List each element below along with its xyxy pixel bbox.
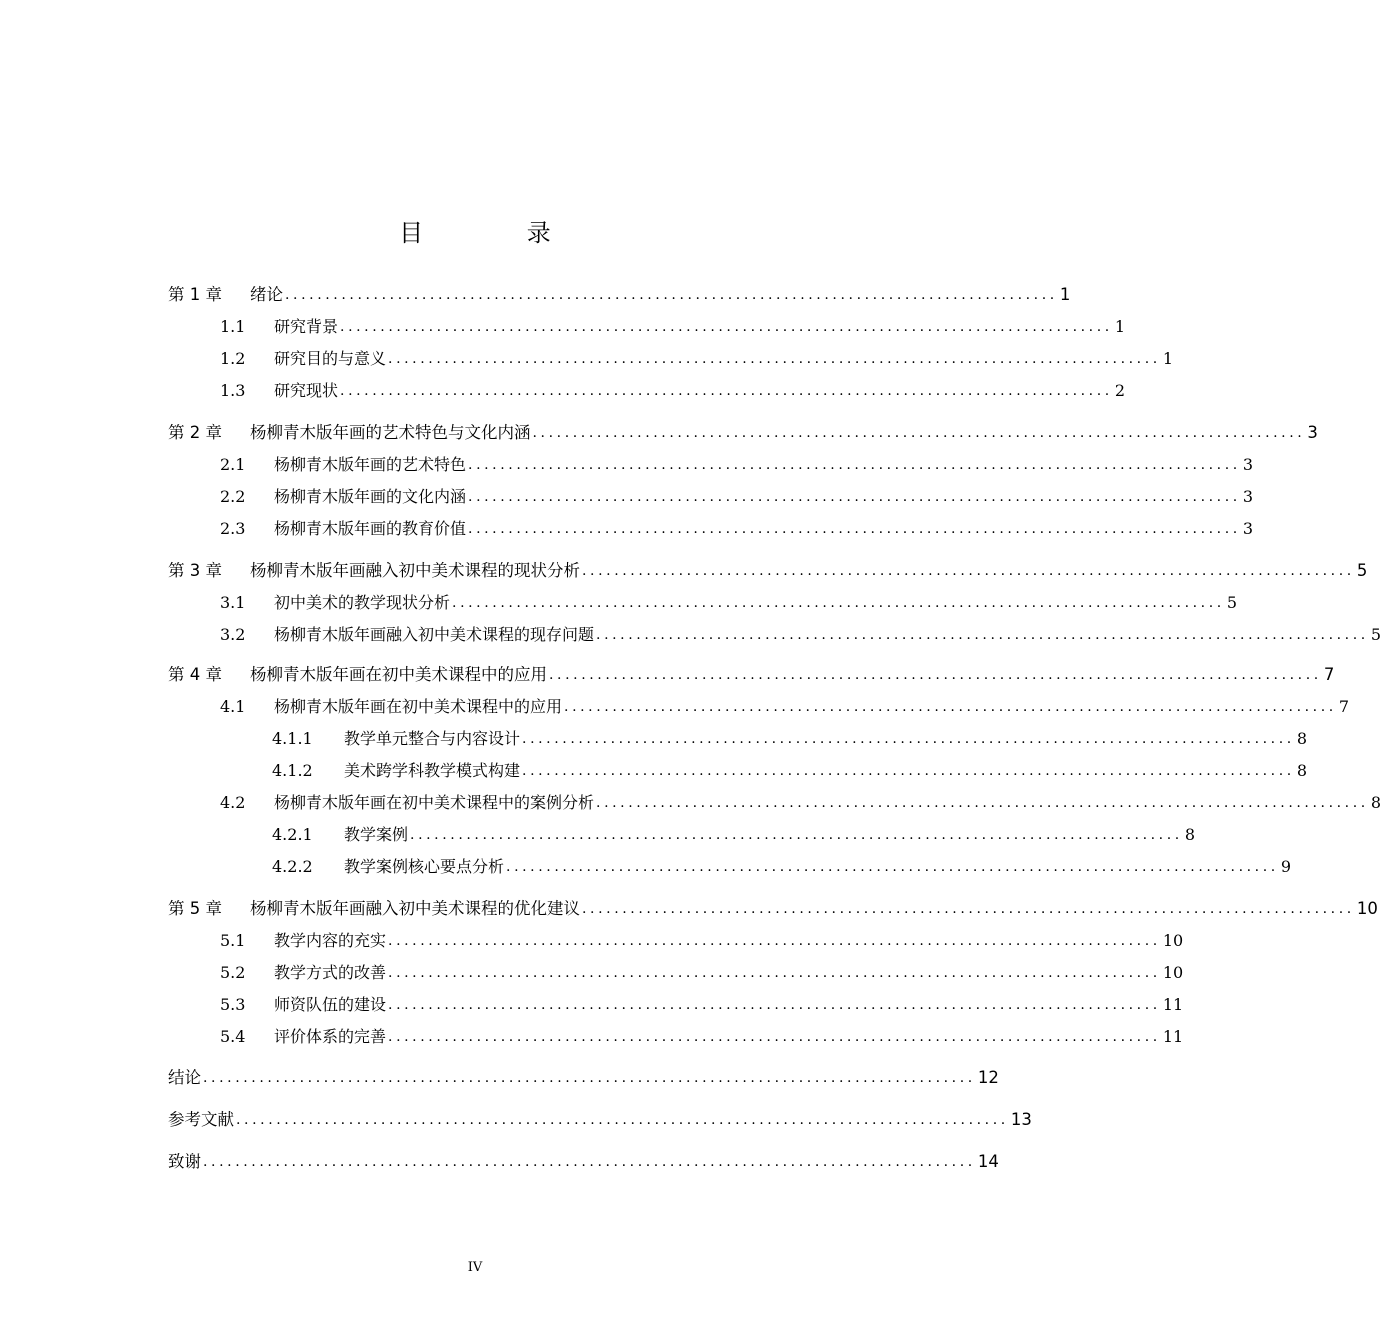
leader-dots: ................................................................................................: [236, 1112, 1009, 1128]
toc-entry-4-2-2[interactable]: [168, 854, 1292, 878]
leader-dots: ................................................................................................: [340, 383, 1113, 399]
toc-entry-chapter-2[interactable]: [168, 420, 1318, 444]
entry-label: 初中美术的教学现状分析: [274, 593, 451, 612]
entry-page-number: 11: [1162, 1027, 1184, 1046]
leader-dots: ................................................................................................: [564, 699, 1337, 715]
entry-page-number: 3: [1242, 455, 1254, 474]
toc-entry-chapter-5[interactable]: [168, 896, 1378, 920]
toc-entry-chapter-4[interactable]: [168, 662, 1335, 686]
entry-page-number: 7: [1323, 665, 1335, 684]
entry-label: 参考文献: [168, 1110, 234, 1129]
entry-page-number: 8: [1296, 729, 1308, 748]
entry-page-number: 13: [1010, 1110, 1032, 1129]
entry-page-number: 1: [1162, 349, 1174, 368]
leader-dots: ................................................................................................: [388, 965, 1161, 981]
entry-number: 第 5 章: [168, 899, 222, 918]
toc-entry-4-2-1[interactable]: [168, 822, 1196, 846]
entry-number: 2.3: [220, 519, 246, 538]
entry-number: 4.2: [220, 793, 246, 812]
entry-page-number: 5: [1370, 625, 1381, 644]
leader-dots: ................................................................................................: [532, 425, 1306, 441]
entry-number: 4.1.1: [272, 729, 313, 748]
leader-dots: ................................................................................................: [388, 1029, 1161, 1045]
entry-page-number: 5: [1356, 561, 1368, 580]
toc-entry-references[interactable]: [168, 1107, 1032, 1131]
entry-label: 杨柳青木版年画融入初中美术课程的优化建议: [250, 899, 580, 918]
toc-entry-1-3[interactable]: [168, 378, 1126, 402]
entry-label: 教学案例: [344, 825, 409, 844]
entry-label: 教学单元整合与内容设计: [344, 729, 521, 748]
toc-entry-4-1[interactable]: [168, 694, 1350, 718]
toc-entry-5-1[interactable]: [168, 928, 1184, 952]
leader-dots: ................................................................................................: [285, 287, 1058, 303]
leader-dots: ................................................................................................: [522, 763, 1295, 779]
entry-label: 研究现状: [274, 381, 339, 400]
entry-label: 杨柳青木版年画的文化内涵: [274, 487, 467, 506]
entry-page-number: 2: [1114, 381, 1126, 400]
leader-dots: ................................................................................................: [340, 319, 1113, 335]
toc-title: 目 录: [399, 219, 599, 247]
entry-label: 绪论: [250, 285, 283, 304]
leader-dots: ................................................................................................: [203, 1070, 976, 1086]
leader-dots: ................................................................................................: [203, 1154, 976, 1170]
entry-label: 杨柳青木版年画的艺术特色与文化内涵: [250, 423, 531, 442]
entry-label: 美术跨学科教学模式构建: [344, 761, 521, 780]
entry-label: 杨柳青木版年画在初中美术课程中的应用: [250, 665, 547, 684]
leader-dots: ................................................................................................: [506, 859, 1279, 875]
entry-label: 结论: [168, 1068, 201, 1087]
entry-page-number: 8: [1184, 825, 1196, 844]
entry-number: 1.2: [220, 349, 246, 368]
entry-number: 4.1: [220, 697, 246, 716]
entry-page-number: 1: [1059, 285, 1071, 304]
entry-page-number: 8: [1370, 793, 1381, 812]
entry-page-number: 10: [1356, 899, 1378, 918]
entry-number: 2.2: [220, 487, 246, 506]
entry-number: 第 4 章: [168, 665, 222, 684]
toc-entry-1-2[interactable]: [168, 346, 1174, 370]
entry-label: 杨柳青木版年画在初中美术课程中的应用: [274, 697, 563, 716]
leader-dots: ................................................................................................: [522, 731, 1295, 747]
entry-number: 第 1 章: [168, 285, 222, 304]
entry-page-number: 9: [1280, 857, 1292, 876]
leader-dots: ................................................................................................: [468, 489, 1241, 505]
entry-number: 1.1: [220, 317, 246, 336]
entry-label: 杨柳青木版年画的教育价值: [274, 519, 467, 538]
entry-label: 杨柳青木版年画融入初中美术课程的现存问题: [274, 625, 595, 644]
entry-label: 杨柳青木版年画在初中美术课程中的案例分析: [274, 793, 595, 812]
toc-entry-4-1-1[interactable]: [168, 726, 1308, 750]
entry-label: 师资队伍的建设: [274, 995, 387, 1014]
entry-page-number: 3: [1307, 423, 1318, 442]
entry-page-number: 5: [1226, 593, 1238, 612]
toc-entry-chapter-1[interactable]: [168, 282, 1071, 306]
entry-number: 5.3: [220, 995, 246, 1014]
entry-page-number: 8: [1296, 761, 1308, 780]
leader-dots: ................................................................................................: [468, 521, 1241, 537]
entry-number: 2.1: [220, 455, 246, 474]
leader-dots: ................................................................................................: [549, 667, 1322, 683]
entry-page-number: 3: [1242, 487, 1254, 506]
entry-page-number: 3: [1242, 519, 1254, 538]
toc-entry-acknowledgements[interactable]: [168, 1149, 999, 1173]
leader-dots: ................................................................................................: [596, 795, 1369, 811]
entry-page-number: 14: [977, 1152, 999, 1171]
entry-page-number: 11: [1162, 995, 1184, 1014]
toc-entry-3-1[interactable]: [168, 590, 1238, 614]
leader-dots: ................................................................................................: [582, 563, 1355, 579]
entry-page-number: 12: [977, 1068, 999, 1087]
entry-page-number: 7: [1338, 697, 1350, 716]
entry-number: 3.1: [220, 593, 246, 612]
entry-label: 研究目的与意义: [274, 349, 387, 368]
entry-page-number: 10: [1162, 931, 1184, 950]
leader-dots: ................................................................................................: [596, 627, 1369, 643]
entry-number: 5.1: [220, 931, 246, 950]
entry-number: 4.2.2: [272, 857, 313, 876]
leader-dots: ................................................................................................: [388, 997, 1161, 1013]
entry-number: 4.1.2: [272, 761, 313, 780]
leader-dots: ................................................................................................: [388, 933, 1161, 949]
entry-page-number: 10: [1162, 963, 1184, 982]
entry-label: 杨柳青木版年画融入初中美术课程的现状分析: [250, 561, 580, 580]
toc-entry-5-3[interactable]: [168, 992, 1184, 1016]
entry-number: 5.4: [220, 1027, 246, 1046]
entry-label: 研究背景: [274, 317, 339, 336]
toc-entry-conclusion[interactable]: [168, 1065, 999, 1089]
toc-entry-5-4[interactable]: [168, 1024, 1184, 1048]
entry-number: 1.3: [220, 381, 246, 400]
toc-entry-chapter-3[interactable]: [168, 558, 1368, 582]
toc-entry-2-1[interactable]: [168, 452, 1254, 476]
toc-entry-5-2[interactable]: [168, 960, 1184, 984]
toc-entry-4-1-2[interactable]: [168, 758, 1308, 782]
entry-label: 评价体系的完善: [274, 1027, 387, 1046]
page-footer-number: IV: [467, 1260, 483, 1275]
toc-entry-1-1[interactable]: [168, 314, 1126, 338]
leader-dots: ................................................................................................: [582, 901, 1355, 917]
entry-number: 第 3 章: [168, 561, 222, 580]
leader-dots: ................................................................................................: [388, 351, 1161, 367]
toc-entry-3-2[interactable]: [168, 622, 1381, 646]
leader-dots: ................................................................................................: [468, 457, 1241, 473]
entry-label: 杨柳青木版年画的艺术特色: [274, 455, 467, 474]
leader-dots: ................................................................................................: [410, 827, 1183, 843]
entry-number: 4.2.1: [272, 825, 313, 844]
entry-number: 5.2: [220, 963, 246, 982]
entry-label: 教学内容的充实: [274, 931, 387, 950]
leader-dots: ................................................................................................: [452, 595, 1225, 611]
entry-number: 第 2 章: [168, 423, 222, 442]
entry-label: 教学案例核心要点分析: [344, 857, 505, 876]
toc-entry-2-3[interactable]: [168, 516, 1254, 540]
toc-entry-4-2[interactable]: [168, 790, 1381, 814]
entry-number: 3.2: [220, 625, 246, 644]
entry-label: 致谢: [168, 1152, 201, 1171]
toc-entry-2-2[interactable]: [168, 484, 1254, 508]
entry-page-number: 1: [1114, 317, 1126, 336]
entry-label: 教学方式的改善: [274, 963, 387, 982]
